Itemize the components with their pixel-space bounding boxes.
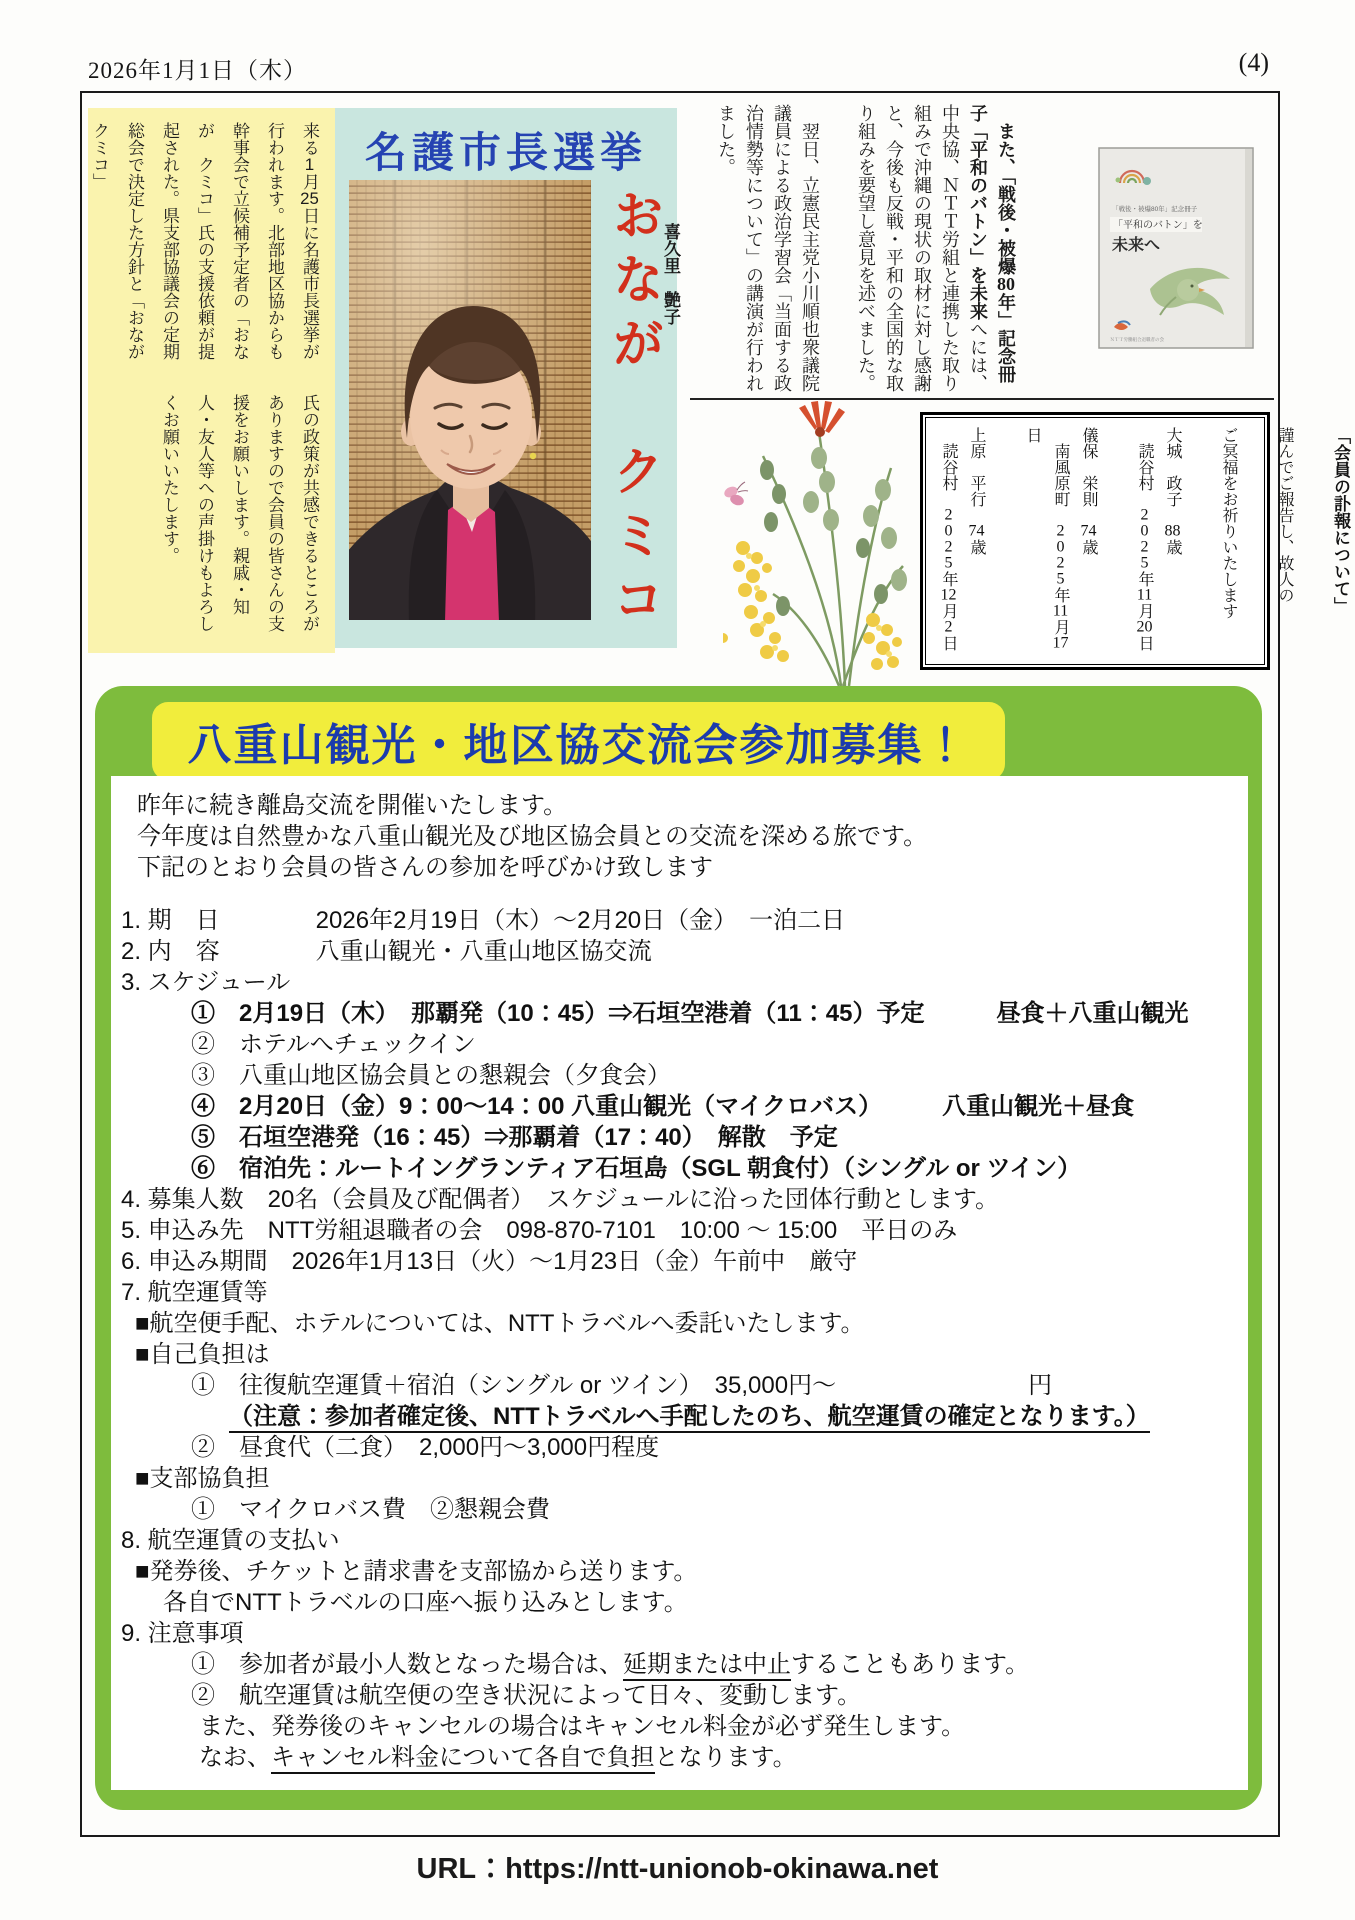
obituary-entry-date: 読谷村 2025年11月20日: [1136, 427, 1153, 651]
announcement-line: なお、キャンセル料金について各自で負担となります。: [111, 1742, 1248, 1773]
announcement-line: 各自でNTTトラベルの口座へ振り込みとします。: [163, 1589, 688, 1616]
poster-title: 名護市長選挙: [364, 129, 647, 176]
obituary-entries: [940, 427, 1181, 651]
obituary-title: 「会員の訃報について」: [1331, 427, 1350, 614]
obituary-entry-name: 上原 平行 74歳: [968, 427, 985, 555]
election-article-text-1: 来る1月25日に名護市長選挙が行われます。北部地区協からも幹事会で立候補予定者の「おなが クミコ」氏の支援依頼が提起された。県支部協議会の定期総会で決定した方針と「おなが クミコ」: [90, 122, 319, 377]
announcement-title: 八重山観光・地区協交流会参加募集！: [187, 721, 970, 770]
announcement-line: ■自己負担は: [135, 1341, 270, 1368]
obituary-content: [934, 427, 1355, 655]
announcement-line: ⑤ 石垣空港発（16：45）⇒那覇着（17：40） 解散 予定: [191, 1124, 838, 1151]
announcement-line: ① マイクロバス費 ②懇親会費: [191, 1496, 551, 1523]
announcement-line: 1. 期 日 2026年2月19日（木）～2月20日（金） 一泊二日: [121, 907, 846, 934]
site-url: URL：https://ntt-unionob-okinawa.net: [416, 1853, 939, 1885]
svg-text:ＮＴＴ労働組合退職者の会: ＮＴＴ労働組合退職者の会: [1110, 337, 1164, 342]
announcement-line: 5. 申込み先 NTT労組退職者の会 098-870-7101 10:00 ～ 15:00 平日のみ: [121, 1217, 958, 1244]
issue-date: 2026年1月1日（木）: [88, 58, 307, 83]
announcement-line: [111, 883, 1248, 905]
announcement-line: 昨年に続き離島交流を開催いたします。: [137, 792, 568, 819]
obituary-entry-name: 儀保 栄則 74歳: [1080, 427, 1097, 555]
announcement-line: 今年度は自然豊かな八重山観光及び地区協会員との交流を深める旅です。: [137, 823, 928, 850]
candidate-photo: [349, 180, 591, 620]
election-article-text-2: 氏の政策が共感できるところがありますので会員の皆さんの支援をお願いします。親戚・知人・友人等への声掛けもよろしくお願いいたします。: [160, 394, 319, 632]
announcement-line: ② 航空運賃は航空便の空き状況によって日々、変動します。: [191, 1682, 862, 1709]
booklet-title2-text: 未来へ: [1112, 237, 1161, 254]
butterfly-icon: [723, 482, 748, 507]
announcement-line: ⑥ 宿泊先：ルートイングランティア石垣島（SGL 朝食付）（シングル or ツイン）: [191, 1155, 1082, 1182]
obituary-entry-date: 読谷村 2025年12月2日: [940, 427, 957, 651]
announcement-line: ① 参加者が最小人数となった場合は、延期または中止することもあります。: [111, 1649, 1248, 1680]
page-number: (4): [1238, 48, 1269, 77]
obituary-intro-1: 謹んでご報告し、故人の: [1276, 427, 1293, 603]
announcement-line: ■航空便手配、ホテルについては、NTTトラベルへ委託いたします。: [135, 1310, 865, 1337]
peace-article-body: へには、中央協、ＮＴＴ労組と連携した取り組みで沖縄の現状の取材に対し感謝と、今後も反戦・平和の全国的な取り組みを要望し意見を述べました。: [856, 104, 988, 392]
announcement-line: （注意：参加者確定後、NTTトラベルへ手配したのち、航空運賃の確定となります。）: [111, 1401, 1248, 1432]
announcement-line: ① 往復航空運賃＋宿泊（シングル or ツイン） 35,000円～ 円: [191, 1372, 1053, 1399]
peace-article-lead: また、「戦後・被爆80年」記念冊子「平和のバトン」を未来: [968, 104, 1016, 383]
announcement-line: 8. 航空運賃の支払い: [121, 1527, 340, 1554]
announcement-line: また、発券後のキャンセルの場合はキャンセル料金が必ず発生します。: [199, 1713, 966, 1740]
peace-article-para2: 翌日、立憲民主党小川順也衆議院議員による政治学習会「当面する政治情勢等について」の講演が行われました。: [716, 104, 820, 392]
obituary-entry-name: 大城 政子 88歳: [1164, 427, 1181, 555]
election-article-box: [88, 108, 335, 653]
candidate-poster: [335, 108, 677, 648]
obituary-entry-date: 南風原町 2025年11月17日: [1024, 427, 1069, 651]
announcement-line: ② ホテルへチェックイン: [191, 1031, 476, 1058]
announcement-line: 4. 募集人数 20名（会員及び配偶者） スケジュールに沿った団体行動とします。: [121, 1186, 1000, 1213]
announcement-line: ④ 2月20日（金）9：00～14：00 八重山観光（マイクロバス） 八重山観光＋昼食: [191, 1093, 1135, 1120]
announcement-header-strip: [152, 702, 1005, 780]
booklet-caption-text: 「戦後・被爆80年」記念冊子: [1112, 206, 1198, 213]
announcement-line: 2. 内 容 八重山観光・八重山地区協交流: [121, 938, 652, 965]
announcement-body-panel: [111, 776, 1248, 1790]
obituary-box: [920, 412, 1350, 670]
announcement-line: ■支部協負担: [135, 1465, 270, 1492]
announcement-line: ① 2月19日（木） 那覇発（10：45）⇒石垣空港着（11：45）予定 昼食＋八重山観光: [191, 1000, 1189, 1027]
announcement-line: 下記のとおり会員の皆さんの参加を呼びかけ致します: [137, 854, 713, 881]
announcement-body: [111, 790, 1248, 1773]
announcement-box: [95, 686, 1262, 1810]
announcement-line: ■発券後、チケットと請求書を支部協から送ります。: [135, 1558, 698, 1585]
announcement-line: 6. 申込み期間 2026年1月13日（火）～1月23日（金）午前中 厳守: [121, 1248, 858, 1275]
booklet-title-text: 「平和のバトン」を: [1113, 220, 1203, 231]
candidate-name: おなが クミコ: [604, 188, 662, 636]
announcement-line: 9. 注意事項: [121, 1620, 244, 1647]
announcement-line: ③ 八重山地区協会員との懇親会（夕食会）: [191, 1062, 671, 1089]
peace-article: [661, 104, 1048, 396]
peace-article-signature: 喜久里 艶子: [661, 104, 680, 325]
announcement-line: 3. スケジュール: [121, 969, 291, 996]
announcement-line: ② 昼食代（二食） 2,000円～3,000円程度: [191, 1434, 660, 1461]
flower-illustration: [723, 398, 915, 688]
announcement-line: 7. 航空運賃等: [121, 1279, 268, 1306]
obituary-inner-border: [925, 417, 1350, 665]
obituary-intro-2: ご冥福をお祈りいたします: [1220, 427, 1237, 619]
booklet-cover-image: [1098, 147, 1254, 349]
